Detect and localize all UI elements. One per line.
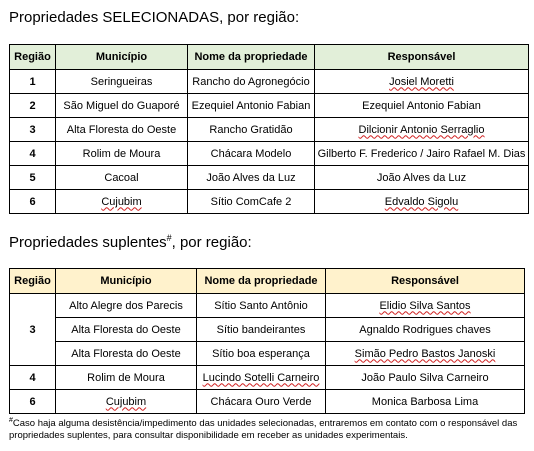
cell-municipality: Alta Floresta do Oeste [56,318,197,342]
cell-responsible [326,294,525,318]
header-region: Região [10,269,56,294]
cell-region: 5 [10,166,56,190]
cell-municipality [56,190,188,214]
header-property-name: Nome da propriedade [188,45,315,70]
cell-region: 1 [10,70,56,94]
table-row [10,318,525,342]
cell-text: Elidio Silva Santos [379,299,471,312]
cell-responsible [315,70,529,94]
cell-region: 4 [10,366,56,390]
cell-region: 3 [10,294,56,366]
cell-region: 3 [10,118,56,142]
cell-municipality: São Miguel do Guaporé [56,94,188,118]
table-row [10,190,529,214]
cell-text: Josiel Moretti [389,75,454,88]
cell-responsible: Monica Barbosa Lima [326,390,525,414]
table-row [10,294,525,318]
cell-region: 4 [10,142,56,166]
header-responsible: Responsável [326,269,525,294]
cell-property-name: Rancho Gratidão [188,118,315,142]
cell-responsible [315,190,529,214]
header-municipality: Município [56,269,197,294]
cell-responsible [326,342,525,366]
table-header-row [10,269,525,294]
cell-text: Cujubim [105,395,147,408]
header-responsible: Responsável [315,45,529,70]
substitutes-table [9,268,525,414]
cell-region: 6 [10,390,56,414]
table-row [10,70,529,94]
cell-property-name: Ezequiel Antonio Fabian [188,94,315,118]
table-row [10,118,529,142]
cell-property-name: Chácara Modelo [188,142,315,166]
header-municipality: Município [56,45,188,70]
cell-municipality: Alta Floresta do Oeste [56,342,197,366]
selected-title: Propriedades SELECIONADAS, por região: [9,9,300,26]
cell-responsible: Agnaldo Rodrigues chaves [326,318,525,342]
table-row [10,94,529,118]
cell-municipality: Rolim de Moura [56,366,197,390]
cell-region: 6 [10,190,56,214]
cell-municipality: Cacoal [56,166,188,190]
cell-municipality: Alto Alegre dos Parecis [56,294,197,318]
table-row [10,342,525,366]
cell-property-name: Sítio Santo Antônio [197,294,326,318]
header-region: Região [10,45,56,70]
cell-property-name: Chácara Ouro Verde [197,390,326,414]
cell-municipality: Rolim de Moura [56,142,188,166]
cell-property-name [197,366,326,390]
substitutes-title [9,233,252,251]
table-row [10,142,529,166]
cell-responsible: Ezequiel Antonio Fabian [315,94,529,118]
cell-text: Dilcionir Antonio Serraglio [358,123,485,136]
cell-property-name: Sítio ComCafe 2 [188,190,315,214]
header-property-name: Nome da propriedade [197,269,326,294]
cell-municipality: Seringueiras [56,70,188,94]
footnote-text: Caso haja alguma desistência/impedimento das unidades selecionadas, entraremos em contato com o responsável das propriedades suplentes, para consultar disponibilidade em receber as unidades experimentais. [9,418,518,442]
cell-property-name: Sítio bandeirantes [197,318,326,342]
cell-region: 2 [10,94,56,118]
cell-responsible: João Alves da Luz [315,166,529,190]
substitutes-title-text: Propriedades suplentes [9,234,167,251]
table-header-row [10,45,529,70]
cell-property-name: Rancho do Agronegócio [188,70,315,94]
substitutes-title-mark: # [166,233,172,243]
cell-responsible: Gilberto F. Frederico / Jairo Rafael M. Dias [315,142,529,166]
cell-municipality [56,390,197,414]
selected-table [9,44,529,214]
cell-municipality: Alta Floresta do Oeste [56,118,188,142]
cell-text: Cujubim [101,195,142,208]
cell-property-name: João Alves da Luz [188,166,315,190]
cell-text: Edvaldo Sigolu [384,195,459,208]
cell-responsible: João Paulo Silva Carneiro [326,366,525,390]
cell-text: Lucindo Sotelli Carneiro [202,371,320,384]
footnote [9,415,527,442]
cell-property-name: Sítio boa esperança [197,342,326,366]
cell-responsible [315,118,529,142]
table-row [10,166,529,190]
table-row [10,390,525,414]
footnote-mark: # [9,417,13,424]
cell-text: Simão Pedro Bastos Janoski [354,347,496,360]
table-row [10,366,525,390]
substitutes-title-suffix: , por região: [171,234,252,251]
